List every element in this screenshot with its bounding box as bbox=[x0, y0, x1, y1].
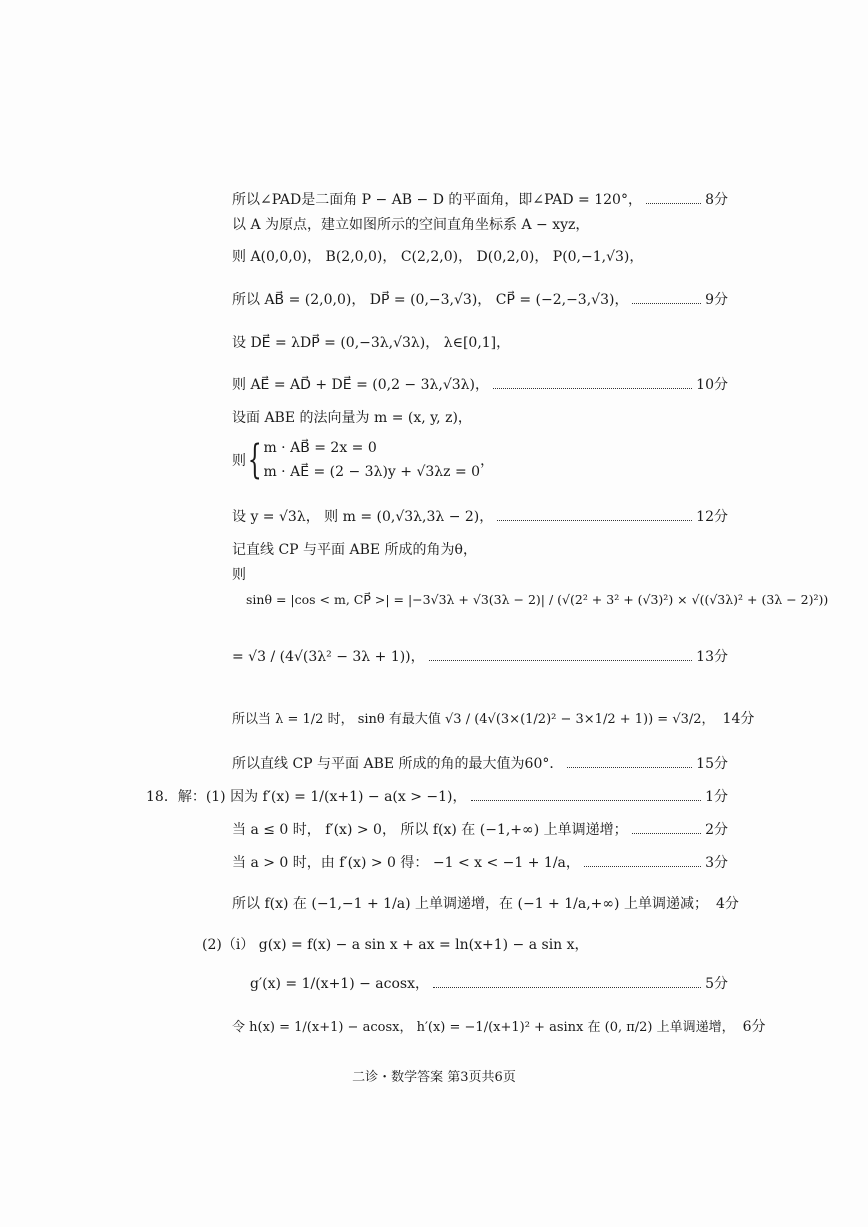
line-6 bbox=[232, 378, 728, 392]
line-text: 所以直线 CP 与平面 ABE 所成的角的最大值为60°． bbox=[232, 756, 564, 772]
line-text: 所以 AB⃗ = (2,0,0)， DP⃗ = (0,−3,√3)， CP⃗ = (−2,−3,√3)， bbox=[232, 292, 629, 308]
score-mark: 12分 bbox=[696, 509, 728, 525]
line-5: 设 DE⃗ = λDP⃗ = (0,−3λ,√3λ)， λ∈[0,1]， bbox=[232, 335, 511, 351]
system-eq-2: m · AE⃗ = (2 − 3λ)y + √3λz = 0 bbox=[263, 464, 481, 480]
dot-leader bbox=[471, 800, 702, 801]
line-4 bbox=[232, 293, 728, 307]
dot-leader bbox=[567, 767, 692, 768]
line-18 bbox=[232, 856, 728, 870]
line-text: = √3 / (4√(3λ² − 3λ + 1))， bbox=[232, 649, 425, 665]
line-text: 所以∠PAD是二面角 P − AB − D 的平面角，即∠PAD = 120°， bbox=[232, 192, 642, 208]
system-equations bbox=[263, 440, 480, 480]
line-text: 所以 f(x) 在 (−1,−1 + 1/a) 上单调递增，在 (−1 + 1/a,+∞) 上单调递减； bbox=[232, 896, 708, 912]
dot-leader bbox=[497, 520, 692, 521]
line-1 bbox=[232, 193, 728, 207]
line-text: g′(x) = 1/(x+1) − acosx， bbox=[250, 976, 429, 992]
score-mark: 14分 bbox=[722, 711, 755, 727]
score-mark: 13分 bbox=[696, 649, 728, 665]
score-mark: 15分 bbox=[696, 756, 728, 772]
line-7: 设面 ABE 的法向量为 m = (x, y, z)， bbox=[232, 410, 472, 426]
system-eq-1: m · AB⃗ = 2x = 0 bbox=[263, 440, 377, 456]
score-mark: 3分 bbox=[705, 855, 728, 871]
system-prefix: 则 bbox=[232, 453, 246, 469]
dot-leader bbox=[632, 303, 701, 304]
line-text: 则 AE⃗ = AD⃗ + DE⃗ = (0,2 − 3λ,√3λ)， bbox=[232, 377, 490, 393]
line-20: (2)（i） g(x) = f(x) − a sin x + ax = ln(x+1) − a sin x， bbox=[202, 937, 589, 953]
dot-leader bbox=[429, 660, 693, 661]
line-2: 以 A 为原点，建立如图所示的空间直角坐标系 A − xyz， bbox=[232, 217, 590, 233]
line-15 bbox=[232, 757, 728, 771]
line-10: 记直线 CP 与平面 ABE 所成的角为θ， bbox=[232, 542, 477, 558]
line-11: 则 bbox=[232, 567, 246, 583]
score-mark: 1分 bbox=[705, 789, 728, 805]
equation-system bbox=[232, 437, 495, 483]
score-mark: 8分 bbox=[705, 192, 728, 208]
line-17 bbox=[232, 823, 728, 837]
dot-leader bbox=[433, 987, 701, 988]
line-text: 18．解：(1) 因为 f′(x) = 1/(x+1) − a(x > −1)， bbox=[146, 789, 467, 805]
dot-leader bbox=[493, 388, 692, 389]
line-16-q18 bbox=[146, 790, 728, 804]
line-text: 所以当 λ = 1/2 时， sinθ 有最大值 √3 / (4√(3×(1/2)² − 3×1/2 + 1)) = √3/2， bbox=[232, 711, 715, 727]
line-text: 当 a > 0 时，由 f′(x) > 0 得： −1 < x < −1 + 1/a， bbox=[232, 855, 580, 871]
line-12-sin-formula: sinθ = |cos < m, CP⃗ >| = |−3√3λ + √3(3λ − 2)| / (√(2² + 3² + (√3)²) × √((√3λ)² + (3λ − 2)²)) bbox=[246, 592, 829, 607]
dot-leader bbox=[584, 866, 701, 867]
line-19 bbox=[232, 896, 739, 912]
line-text: 设 y = √3λ， 则 m = (0,√3λ,3λ − 2)， bbox=[232, 509, 494, 525]
system-suffix: ， bbox=[480, 453, 495, 469]
dot-leader bbox=[646, 203, 701, 204]
dot-leader bbox=[632, 833, 701, 834]
line-9 bbox=[232, 510, 728, 524]
score-mark: 9分 bbox=[705, 292, 728, 308]
line-22 bbox=[232, 1019, 766, 1035]
score-mark: 4分 bbox=[715, 896, 739, 912]
line-21 bbox=[250, 977, 728, 991]
line-3: 则 A(0,0,0)， B(2,0,0)， C(2,2,0)， D(0,2,0)， P(0,−1,√3)， bbox=[232, 249, 644, 265]
score-mark: 10分 bbox=[696, 377, 728, 393]
score-mark: 2分 bbox=[705, 822, 728, 838]
left-brace-icon: { bbox=[247, 437, 262, 483]
score-mark: 6分 bbox=[742, 1019, 766, 1035]
score-mark: 5分 bbox=[705, 976, 728, 992]
page-footer: 二诊・数学答案 第3页共6页 bbox=[352, 1070, 516, 1085]
line-text: 当 a ≤ 0 时， f′(x) > 0， 所以 f(x) 在 (−1,+∞) 上单调递增； bbox=[232, 822, 628, 838]
line-text: 令 h(x) = 1/(x+1) − acosx， h′(x) = −1/(x+1)² + asinx 在 (0, π/2) 上单调递增， bbox=[232, 1019, 735, 1035]
line-13 bbox=[232, 650, 728, 664]
line-14 bbox=[232, 711, 755, 727]
